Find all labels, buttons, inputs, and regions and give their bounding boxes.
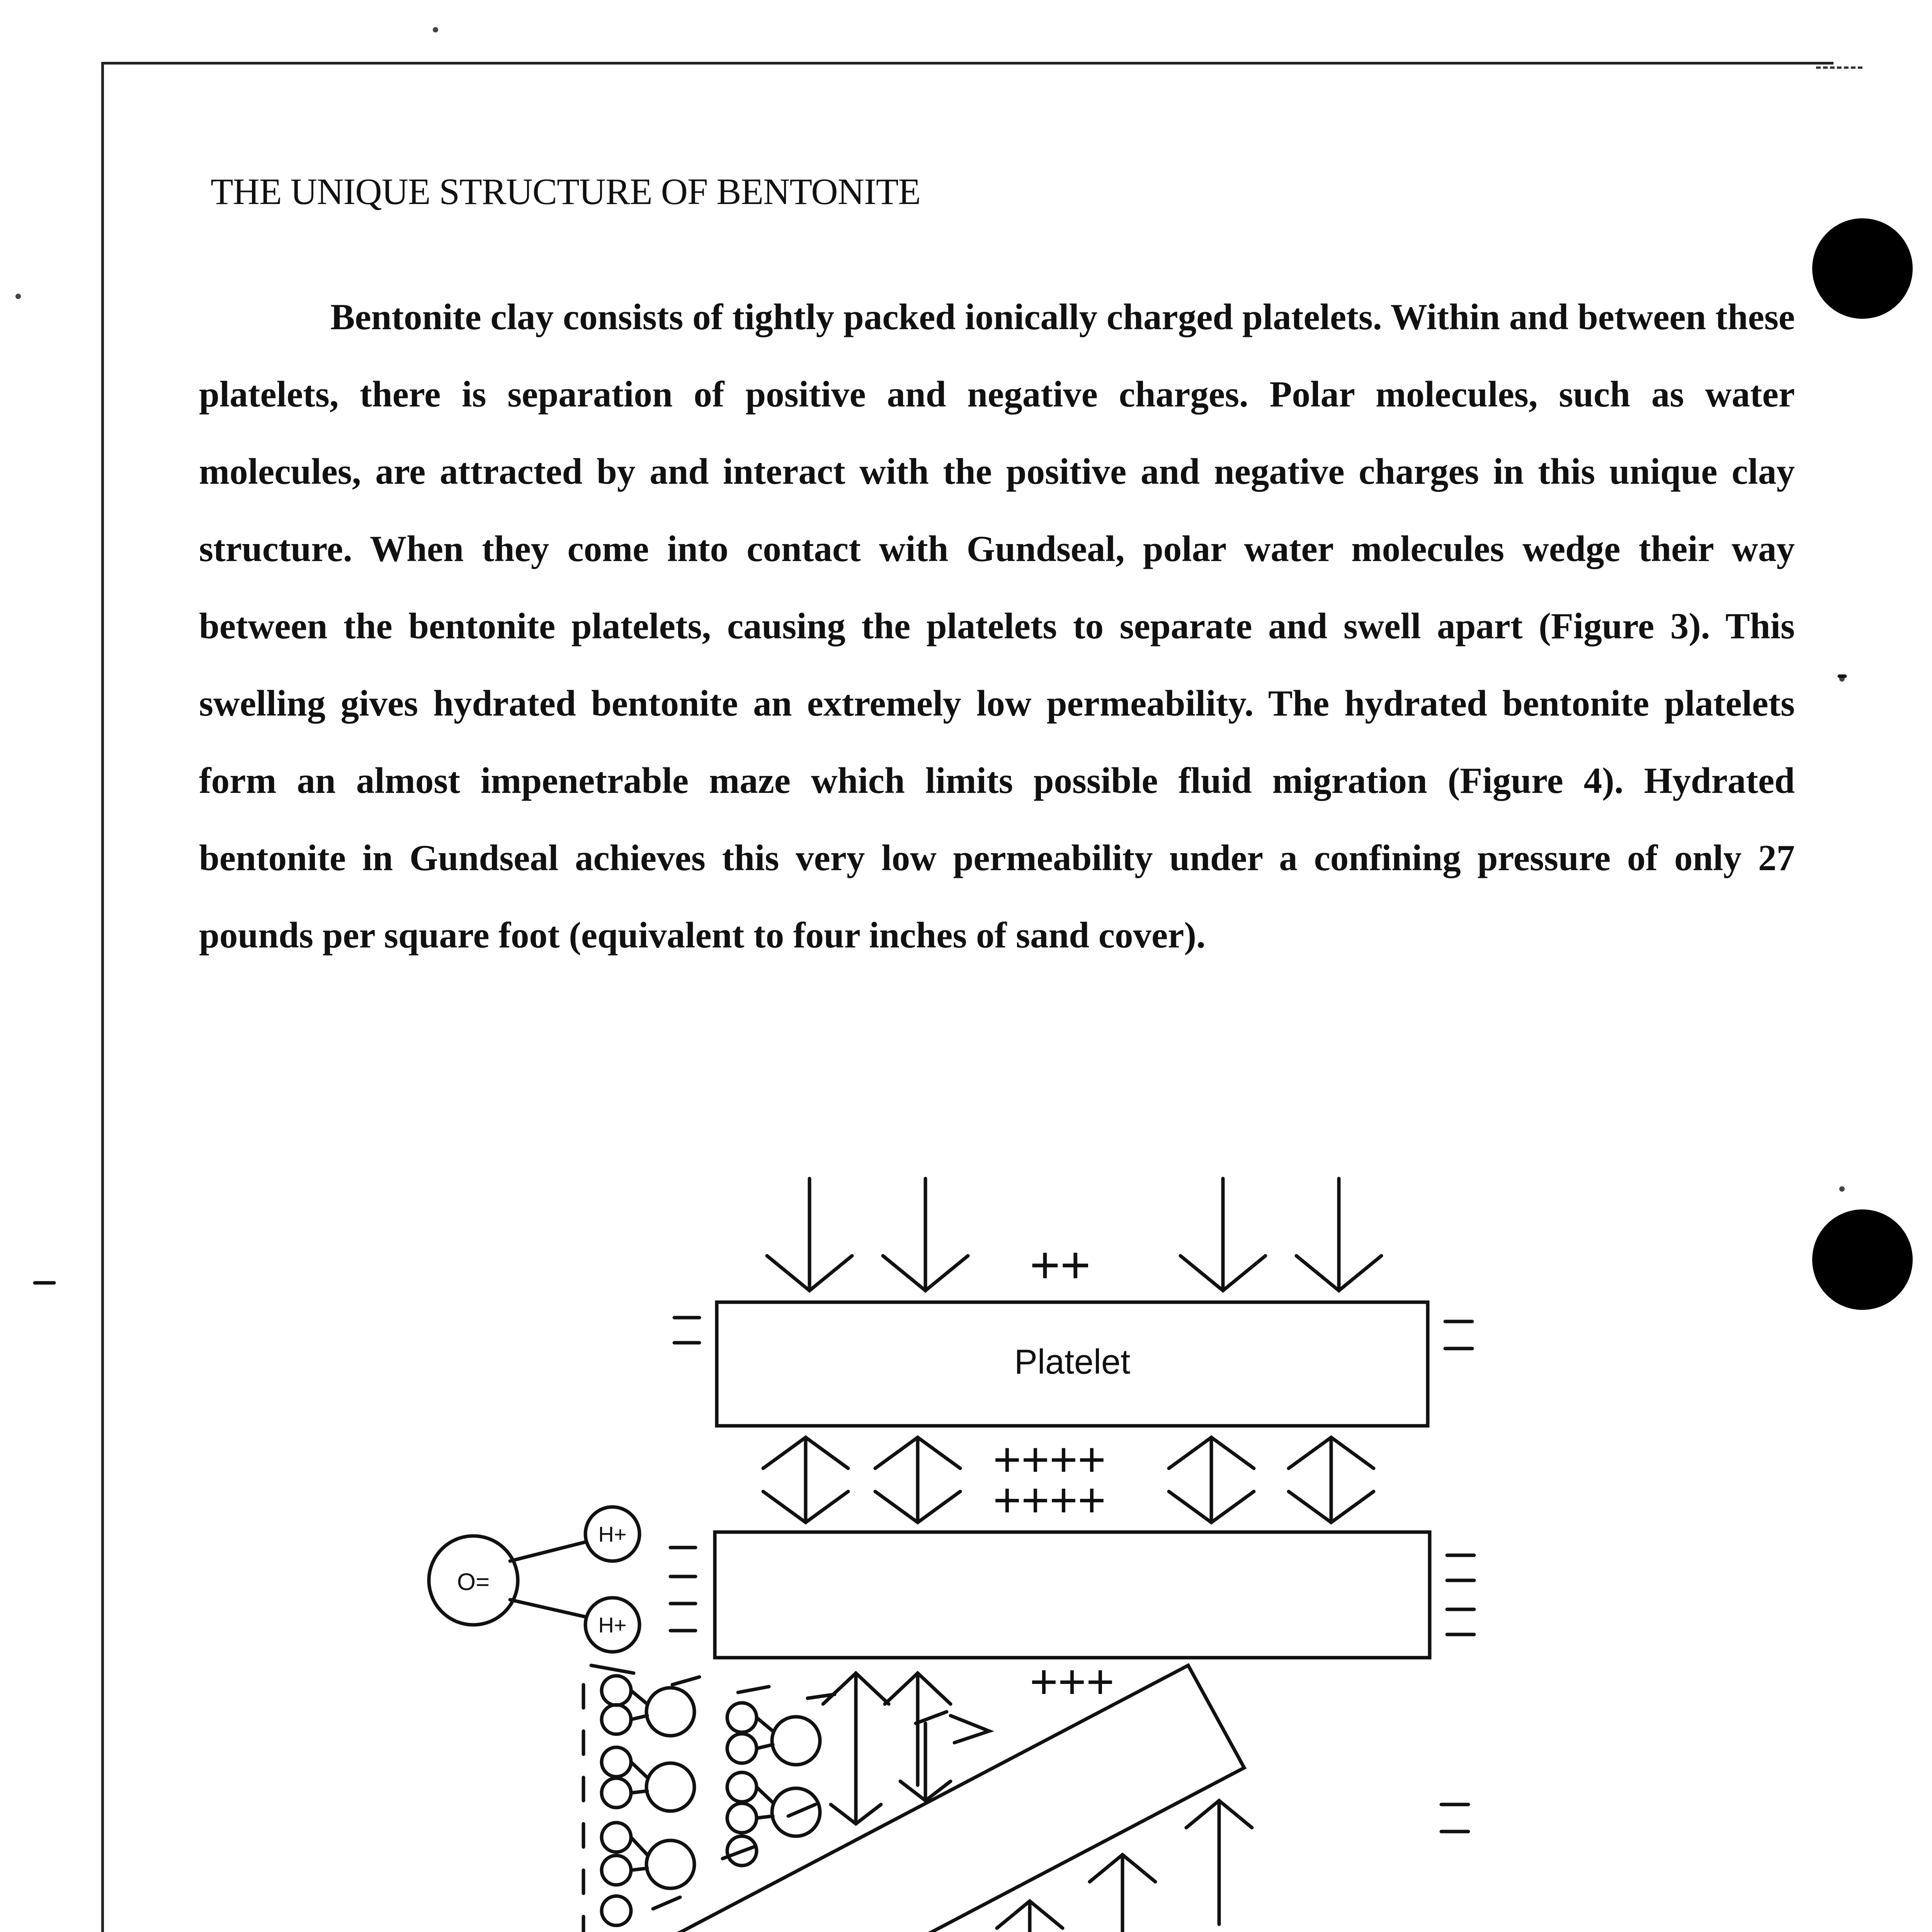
hydrogen-label-upper-1: H+ (598, 1522, 627, 1546)
polar-molecule-column-right (727, 1703, 820, 1866)
charge-label-lower: +++ (1030, 1655, 1114, 1709)
scan-marks (35, 676, 1845, 1932)
negative-charges-middle-platelet (670, 1548, 1474, 1634)
charge-label-top: ++ (1030, 1236, 1091, 1294)
body-paragraph-text: Bentonite clay consists of tightly packed ionically charged platelets. Within and between these platelets, there is separation of positive and negative charges. Polar molecules, such as water molecules, are attracted by and interact with the positive and negative charges in this unique clay structure. When they come into contact with Gundseal, polar water molecules wedge their way between the bentonite platelets, causing the platelets to separate and swell apart (Figure 3). This swelling gives hydrated bentonite an extremely low permeability. The hydrated bentonite platelets form an almost impenetrable maze which limits possible fluid migration (Figure 4). Hydrated bentonite in Gundseal achieves this very low permeability under a confining pressure of only 27 pounds per square foot (equivalent to four inches of sand cover). (199, 296, 1795, 956)
platelet-label: Platelet (1014, 1343, 1131, 1381)
charge-label-middle-1: ++++ (993, 1433, 1106, 1486)
page-title: THE UNIQUE STRUCTURE OF BENTONITE (211, 171, 921, 212)
platelet-middle (715, 1532, 1430, 1658)
negative-dashes-scattered (653, 1677, 947, 1909)
oxygen-label-upper: O= (457, 1569, 490, 1595)
polar-molecule-column-left (602, 1676, 694, 1925)
negative-charges-tilted-platelet (1441, 1804, 1468, 1832)
upward-arrows-under-middle (823, 1673, 989, 1824)
hydrogen-label-upper-2: H+ (598, 1613, 627, 1637)
charge-label-middle-2: ++++ (993, 1473, 1106, 1527)
